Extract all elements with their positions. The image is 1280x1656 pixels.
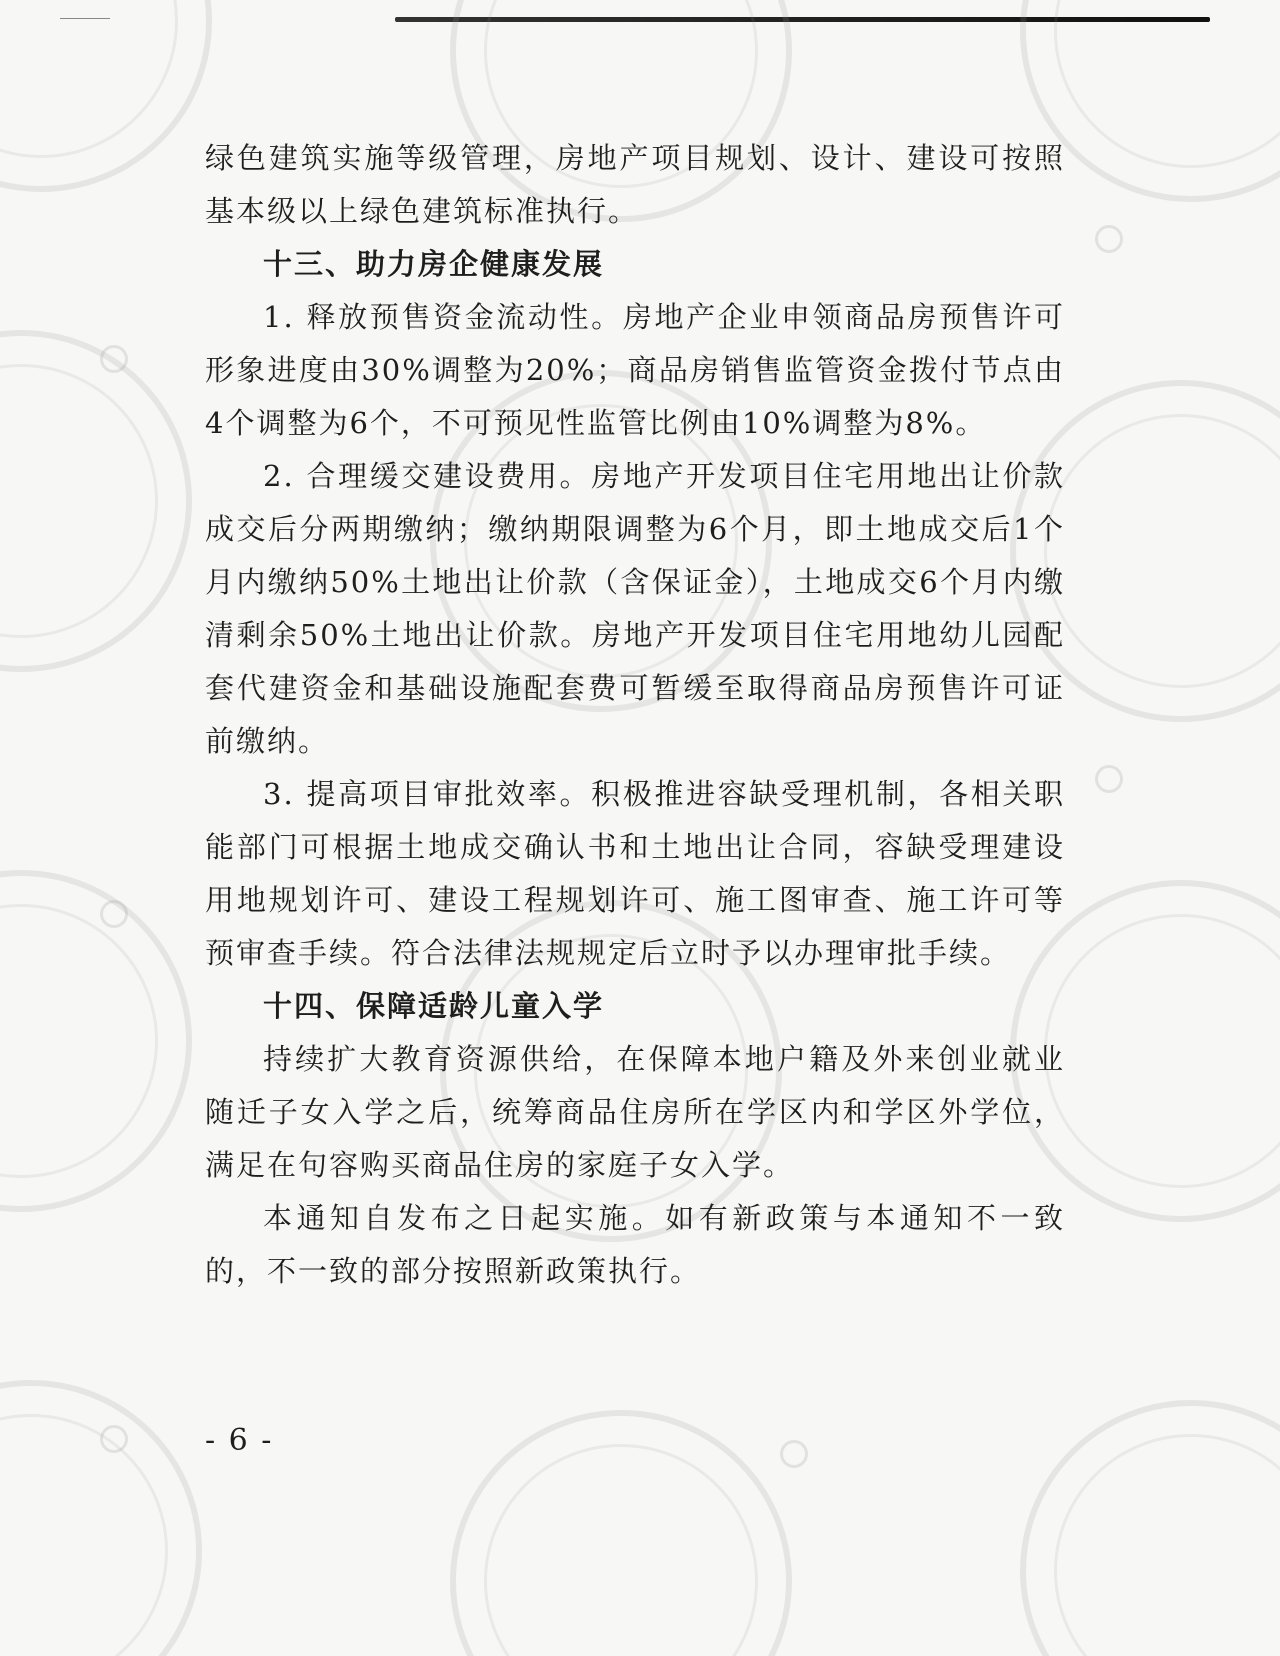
- page-number: - 6 -: [205, 1423, 274, 1458]
- watermark-seal: [0, 1380, 202, 1656]
- header-rule: [395, 17, 1210, 22]
- watermark-dot: [1095, 225, 1123, 253]
- watermark-dot: [1095, 765, 1123, 793]
- item-paragraph: 2. 合理缓交建设费用。房地产开发项目住宅用地出让价款成交后分两期缴纳；缴纳期限调整为6个月，即土地成交后1个月内缴纳50%土地出让价款（含保证金），土地成交6个月内缴清剩余50%土地出让价款。房地产开发项目住宅用地幼儿园配套代建资金和基础设施配套费可暂缓至取得商品房预售许可证前缴纳。: [205, 459, 1065, 758]
- watermark-seal: [1020, 1400, 1280, 1656]
- section-heading-14: 十四、保障适龄儿童入学: [263, 989, 605, 1023]
- item-paragraph: 3. 提高项目审批效率。积极推进容缺受理机制，各相关职能部门可根据土地成交确认书和土地出让合同，容缺受理建设用地规划许可、建设工程规划许可、施工图审查、施工许可等预审查手续。符合法律法规规定后立时予以办理审批手续。: [205, 777, 1065, 970]
- document-body: [205, 132, 1065, 1298]
- watermark-dot: [780, 1440, 808, 1468]
- closing-paragraph: 本通知自发布之日起实施。如有新政策与本通知不一致的，不一致的部分按照新政策执行。: [205, 1201, 1065, 1288]
- continuation-paragraph: 绿色建筑实施等级管理，房地产项目规划、设计、建设可按照基本级以上绿色建筑标准执行。: [205, 141, 1065, 228]
- watermark-dot: [100, 900, 128, 928]
- watermark-dot: [100, 345, 128, 373]
- watermark-seal: [0, 0, 212, 192]
- body-paragraph: 持续扩大教育资源供给，在保障本地户籍及外来创业就业随迁子女入学之后，统筹商品住房所在学区内和学区外学位，满足在句容购买商品住房的家庭子女入学。: [205, 1042, 1065, 1182]
- watermark-dot: [100, 1425, 128, 1453]
- corner-mark: [60, 18, 110, 19]
- watermark-seal: [0, 330, 192, 672]
- section-heading-13: 十三、助力房企健康发展: [263, 247, 605, 281]
- item-paragraph: 1. 释放预售资金流动性。房地产企业申领商品房预售许可形象进度由30%调整为20%；商品房销售监管资金拨付节点由4个调整为6个，不可预见性监管比例由10%调整为8%。: [205, 300, 1065, 440]
- watermark-seal: [0, 870, 192, 1212]
- watermark-seal: [450, 1410, 792, 1656]
